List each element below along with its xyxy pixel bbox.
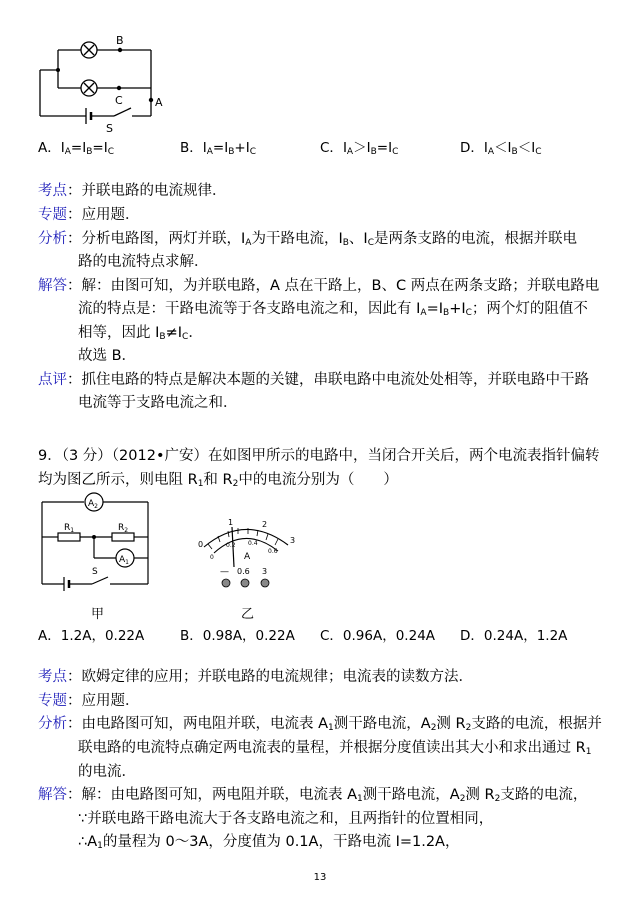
dial-subtick-04: 0.4 xyxy=(248,540,258,547)
dial-tick-2: 2 xyxy=(262,520,268,529)
q8-fenxi-2: 路的电流特点求解． xyxy=(78,254,209,270)
q9-fenxi-1: 分析：由电路图可知，两电阻并联，电流表 $A_1$测干路电流，$A_2$测 $R_2$支路的电流，根据并 xyxy=(38,716,602,733)
terminal-minus-knob xyxy=(222,579,230,587)
figure-yi-caption: 乙 xyxy=(241,607,255,622)
q8-jieda-3: 相等，因此 $I_B\ne I_C$． xyxy=(78,325,203,342)
q9-circuit-jia xyxy=(36,492,156,592)
q8-option-a: A．$I_A=I_B=I_C$ xyxy=(38,140,114,157)
q8-dianping-2: 电流等于支路电流之和． xyxy=(78,395,238,411)
terminal-3-label: 3 xyxy=(262,567,268,576)
q8-jieda-1: 解答：解：由图可知，为并联电路，A 点在干路上，B、C 两点在两条支路；并联电路电 xyxy=(38,278,600,294)
q9-stem-2: 均为图乙所示，则电阻 $R_1$和 $R_2$中的电流分别为（ ） xyxy=(38,472,398,489)
q8-option-c: C．$I_A>I_B=I_C$ xyxy=(320,140,399,157)
q8-fenxi-1: 分析：分析电路图，两灯并联，$I_A$为干路电流，$I_B$、$I_C$是两条支路的电流，根据并联电 xyxy=(38,231,577,248)
q9-ammeter-dial-yi xyxy=(190,515,310,595)
dial-subtick-0: 0 xyxy=(210,554,214,561)
figure-jia-caption: 甲 xyxy=(91,607,105,622)
q9-stem-1: 9．（3 分）（2012•广安）在如图甲所示的电路中，当闭合开关后，两个电流表指针偏转 xyxy=(38,448,600,464)
dial-subtick-06: 0.6 xyxy=(268,548,278,555)
dial-tick-3: 3 xyxy=(290,536,296,545)
resistor-r2-label: $R_2$ xyxy=(118,523,129,534)
ammeter-a1-label: $A_1$ xyxy=(119,555,129,566)
q9-option-a: A．1.2A，0.22A xyxy=(38,628,145,644)
ammeter-a2-label: $A_2$ xyxy=(88,499,98,510)
label-c: C xyxy=(115,94,123,107)
label-b: B xyxy=(116,34,124,47)
dial-subtick-02: 0.2 xyxy=(226,542,236,549)
q8-zhuanti: 专题：应用题． xyxy=(38,207,140,223)
terminal-06-knob xyxy=(241,579,249,587)
q8-option-d: D．$I_A<I_B<I_C$ xyxy=(460,140,542,157)
dial-tick-0: 0 xyxy=(198,540,204,549)
q9-kaodian: 考点：欧姆定律的应用；并联电路的电流规律；电流表的读数方法． xyxy=(38,669,473,685)
label-a: A xyxy=(155,96,163,109)
dial-tick-1: 1 xyxy=(228,518,234,527)
q9-jieda-1: 解答：解：由电路图可知，两电阻并联，电流表 $A_1$测干路电流，$A_2$测 $R_2$支路的电流， xyxy=(38,787,588,804)
q8-jieda-2: 流的特点是：干路电流等于各支路电流之和，因此有 $I_A=I_B+I_C$；两个灯的阻值不 xyxy=(78,301,588,318)
q9-jieda-2: ∵并联电路干路电流大于各支路电流之和，且两指针的位置相同， xyxy=(78,811,494,827)
q8-dianping-1: 点评：抓住电路的特点是解决本题的关键，串联电路中电流处处相等，并联电路中干路 xyxy=(38,372,589,388)
q9-fenxi-3: 的电流． xyxy=(78,764,136,780)
q9-option-d: D．0.24A，1.2A xyxy=(460,628,568,644)
q8-circuit-diagram xyxy=(36,30,171,135)
q9-option-c: C．0.96A，0.24A xyxy=(320,628,436,644)
q8-option-b: B．$I_A=I_B+I_C$ xyxy=(180,140,256,157)
terminal-06-label: 0.6 xyxy=(237,567,250,576)
q9-fenxi-2: 联电路的电流特点确定两电流表的量程，并根据分度值读出其大小和求出通过 $R_1$ xyxy=(78,740,592,757)
dial-unit: A xyxy=(244,552,251,562)
q9-jieda-3: $\therefore A_1$的量程为 0～3A，分度值为 0.1A，干路电流 I=1.2A， xyxy=(78,834,460,851)
terminal-minus: — xyxy=(220,567,229,577)
q9-option-b: B．0.98A，0.22A xyxy=(180,628,295,644)
switch-s-label: S xyxy=(92,567,98,577)
terminal-3-knob xyxy=(261,579,269,587)
q9-zhuanti: 专题：应用题． xyxy=(38,693,140,709)
label-s: S xyxy=(106,122,113,135)
q8-kaodian: 考点：并联电路的电流规律． xyxy=(38,183,227,199)
resistor-r1-label: $R_1$ xyxy=(64,523,75,534)
page-number: 13 xyxy=(313,872,327,883)
q8-jieda-4: 故选 B． xyxy=(78,348,137,364)
